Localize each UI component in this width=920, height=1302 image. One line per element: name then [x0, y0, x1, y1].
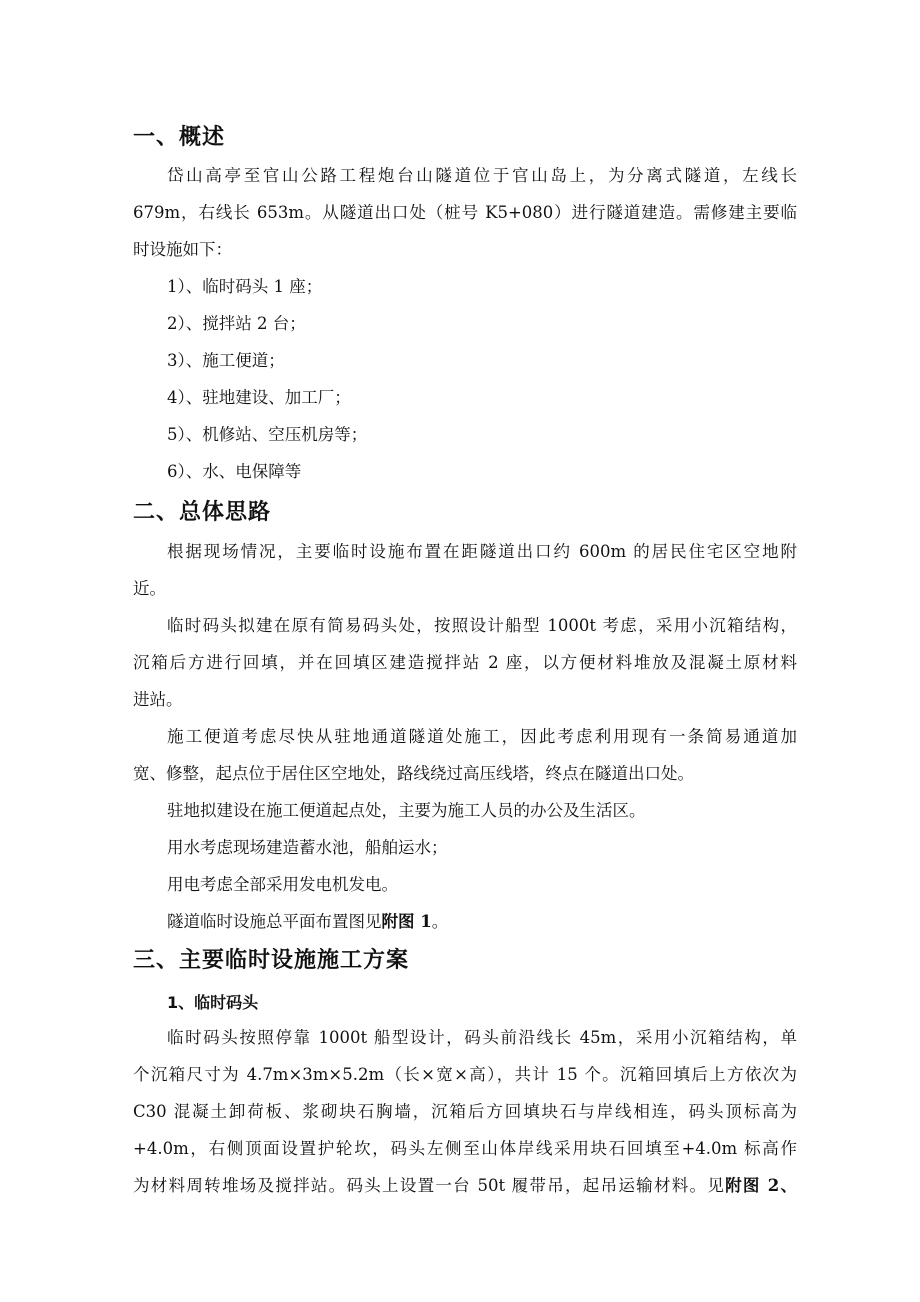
section-heading-plan: 三、主要临时设施施工方案	[133, 948, 410, 973]
paragraph-line: 临时码头拟建在原有简易码头处，按照设计船型 1000t 考虑，采用小沉箱结构，	[167, 616, 797, 635]
paragraph-line: 驻地拟建设在施工便道起点处，主要为施工人员的办公及生活区。	[167, 801, 646, 820]
figure-reference: 附图 2、	[725, 1176, 797, 1195]
list-item: 4）、驻地建设、加工厂；	[167, 388, 351, 407]
paragraph-line: 根据现场情况，主要临时设施布置在距隧道出口约 600m 的居民住宅区空地附	[167, 542, 797, 561]
paragraph-line: 用电考虑全部采用发电机发电。	[167, 875, 398, 894]
paragraph-line	[133, 1176, 797, 1196]
paragraph-line: 沉箱后方进行回填，并在回填区建造搅拌站 2 座，以方便材料堆放及混凝土原材料	[133, 653, 797, 672]
paragraph-line	[167, 912, 448, 932]
section-heading-overview: 一、概述	[133, 125, 226, 150]
figure-reference: 附图 1	[381, 912, 432, 931]
paragraph-text: 。	[431, 912, 449, 931]
list-item: 2）、搅拌站 2 台；	[167, 314, 306, 333]
paragraph-line: C30 混凝土卸荷板、浆砌块石胸墙，沉箱后方回填块石与岸线相连，码头顶标高为	[133, 1102, 797, 1121]
list-item: 1）、临时码头 1 座；	[167, 277, 323, 296]
paragraph-line: 临时码头按照停靠 1000t 船型设计，码头前沿线长 45m，采用小沉箱结构，单	[167, 1028, 797, 1047]
paragraph-line: +4.0m，右侧顶面设置护轮坎，码头左侧至山体岸线采用块石回填至+4.0m 标高作	[133, 1139, 797, 1158]
paragraph-line: 岱山高亭至官山公路工程炮台山隧道位于官山岛上，为分离式隧道，左线长	[167, 166, 797, 185]
paragraph-line: 用水考虑现场建造蓄水池，船舶运水；	[167, 838, 448, 857]
paragraph-line: 宽、修整，起点位于居住区空地处，路线绕过高压线塔，终点在隧道出口处。	[133, 764, 694, 783]
subsection-heading-temporary-wharf: 1、临时码头	[167, 993, 259, 1012]
paragraph-text: 为材料周转堆场及搅拌站。码头上设置一台 50t 履带吊，起吊运输材料。见	[133, 1176, 726, 1195]
section-heading-approach: 二、总体思路	[133, 500, 272, 525]
paragraph-line: 近。	[133, 579, 166, 598]
paragraph-line: 进站。	[133, 690, 183, 709]
paragraph-line: 个沉箱尺寸为 4.7m×3m×5.2m（长×宽×高），共计 15 个。沉箱回填后上方依次为	[133, 1065, 797, 1084]
list-item: 6）、水、电保障等	[167, 462, 302, 481]
paragraph-line: 时设施如下：	[133, 240, 232, 259]
paragraph-text: 隧道临时设施总平面布置图见	[167, 912, 382, 931]
paragraph-line: 679m，右线长 653m。从隧道出口处（桩号 K5+080）进行隧道建造。需修建主要临	[133, 203, 797, 222]
paragraph-line: 施工便道考虑尽快从驻地通道隧道处施工，因此考虑利用现有一条简易通道加	[167, 727, 797, 746]
list-item: 3）、施工便道；	[167, 351, 285, 370]
list-item: 5）、机修站、空压机房等；	[167, 425, 368, 444]
